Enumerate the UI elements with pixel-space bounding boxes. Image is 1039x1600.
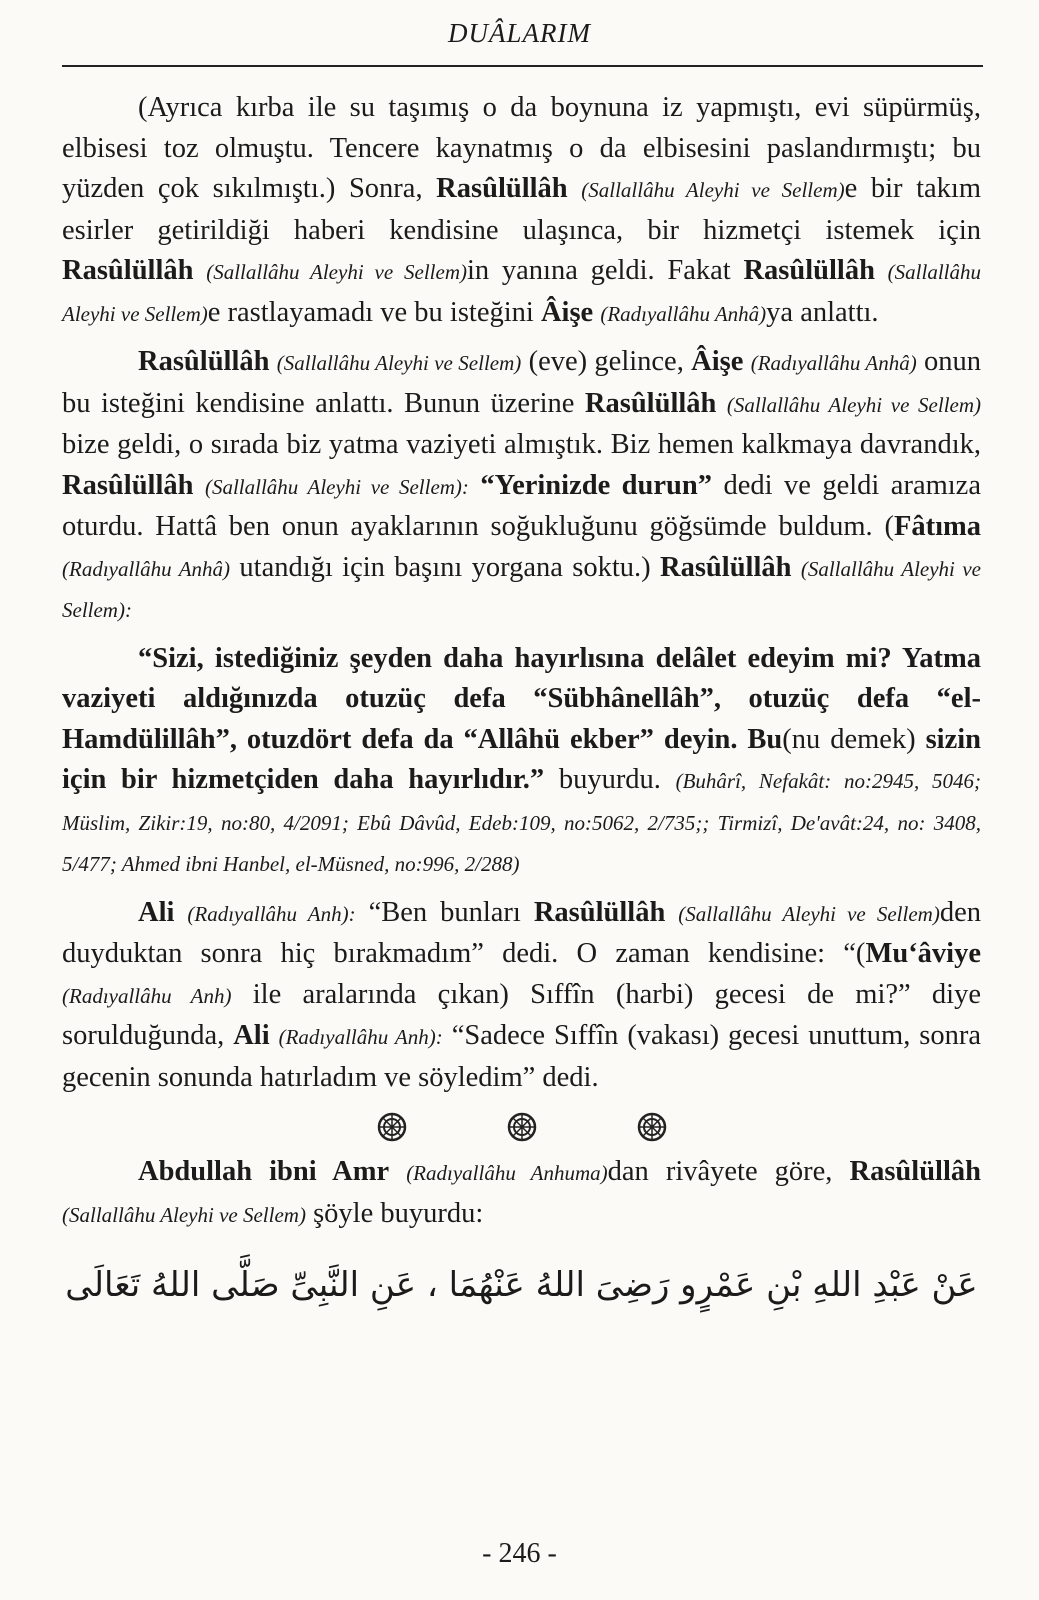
header-rule <box>62 65 983 67</box>
paragraph-1: (Ayrıca kırba ile su taşımış o da boynuna iz yapmıştı, evi süpürmüş, elbisesi toz olmuştu. Tencere kaynatmış o da elbisesini paslandırmıştı; bu yüzden çok sıkılmıştı.) Sonra, Rasûlüllâh (Sallallâhu Aleyhi ve Sellem)e bir takım esirler getirildiği haberi kendisine ulaşınca, bir hizmetçi istemek için Rasûlüllâh (Sallallâhu Aleyhi ve Sellem)in yanına geldi. Fakat Rasûlüllâh (Sallallâhu Aleyhi ve Sellem)e rastlayamadı ve bu isteğini Âişe (Radıyallâhu Anhâ)ya anlattı. <box>62 92 982 328</box>
ornament-icon <box>507 1112 537 1142</box>
ornament-icon <box>637 1112 667 1142</box>
paragraph-2: Rasûlüllâh (Sallallâhu Aleyhi ve Sellem) (eve) gelince, Âişe (Radıyallâhu Anhâ) onun bu isteğini kendisine anlattı. Bunun üzerine Rasûlüllâh (Sallallâhu Aleyhi ve Sellem) bize geldi, o sırada biz yatma vaziyeti almıştık. Biz hemen kalkmaya davrandık, Rasûlüllâh (Sallallâhu Aleyhi ve Sellem): “Yerinizde durun” dedi ve geldi aramıza oturdu. Hattâ ben onun ayaklarının soğukluğunu göğsümde buldum. (Fâtıma (Radıyallâhu Anhâ) utandığı için başını yorgana soktu.) Rasûlüllâh (Sallallâhu Aleyhi ve Sellem): <box>62 346 982 622</box>
ornament-icon <box>377 1112 407 1142</box>
name-bold: Rasûlüllâh <box>436 173 568 204</box>
paragraph-4: Ali (Radıyallâhu Anh): “Ben bunları Rasûlüllâh (Sallallâhu Aleyhi ve Sellem)den duyduktan sonra hiç bırakmadım” dedi. O zaman kendisine: “(Mu‘âviye (Radıyallâhu Anh) ile aralarında çıkan) Sıffîn (harbi) gecesi de mi?” diye sorulduğunda, Ali (Radıyallâhu Anh): “Sadece Sıffîn (vakası) gecesi unuttum, sonra gecenin sonunda hatırladım ve söyledim” dedi. <box>62 896 981 1093</box>
quote-bold: “Yerinizde durun” <box>480 469 712 501</box>
running-header: DUÂLARIM <box>448 18 591 48</box>
paragraph-5: Abdullah ibni Amr (Radıyallâhu Anhuma)dan rivâyete göre, Rasûlüllâh (Sallallâhu Aleyhi ve Sellem) şöyle buyurdu: <box>62 1156 981 1229</box>
arabic-text: عَنْ عَبْدِ اللهِ بْنِ عَمْرٍو رَضِىَ اللهُ عَنْهُمَا ، عَنِ النَّبِىِّ صَلَّى اللهُ تَعَالَى <box>65 1265 978 1305</box>
citation: (Buhârî, Nefakât: no:2945, 5046; Müslim, Zikir:19, no:80, 4/2091; Ebû Dâvûd, Edeb:109, no:5062, 2/735;; Tirmizî, De'avât:24, no: 3408, 5/477; Ahmed ibni Hanbel, el-Müsned, no:996, 2/288) <box>62 769 982 876</box>
page-body <box>62 88 981 1315</box>
paragraph-3-hadith: “Sizi, istediğiniz şeyden daha hayırlısına delâlet edeyim mi? Yatma vaziyeti aldığınızda otuzüç defa “Sübhânellâh”, otuzüç defa “el-Hamdülillâh”, otuzdört defa da “Allâhü ekber” deyin. Bu(nu demek) sizin için bir hizmetçiden daha hayırlıdır.” buyurdu. (Buhârî, Nefakât: no:2945, 5046; Müslim, Zikir:19, no:80, 4/2091; Ebû Dâvûd, Edeb:109, no:5062, 2/735;; Tirmizî, De'avât:24, no: 3408, 5/477; Ahmed ibni Hanbel, el-Müsned, no:996, 2/288) <box>62 642 982 876</box>
page-number: - 246 - <box>482 1538 557 1569</box>
section-ornaments <box>62 1112 981 1142</box>
honorific: (Sallallâhu Aleyhi ve Sellem) <box>581 178 845 202</box>
